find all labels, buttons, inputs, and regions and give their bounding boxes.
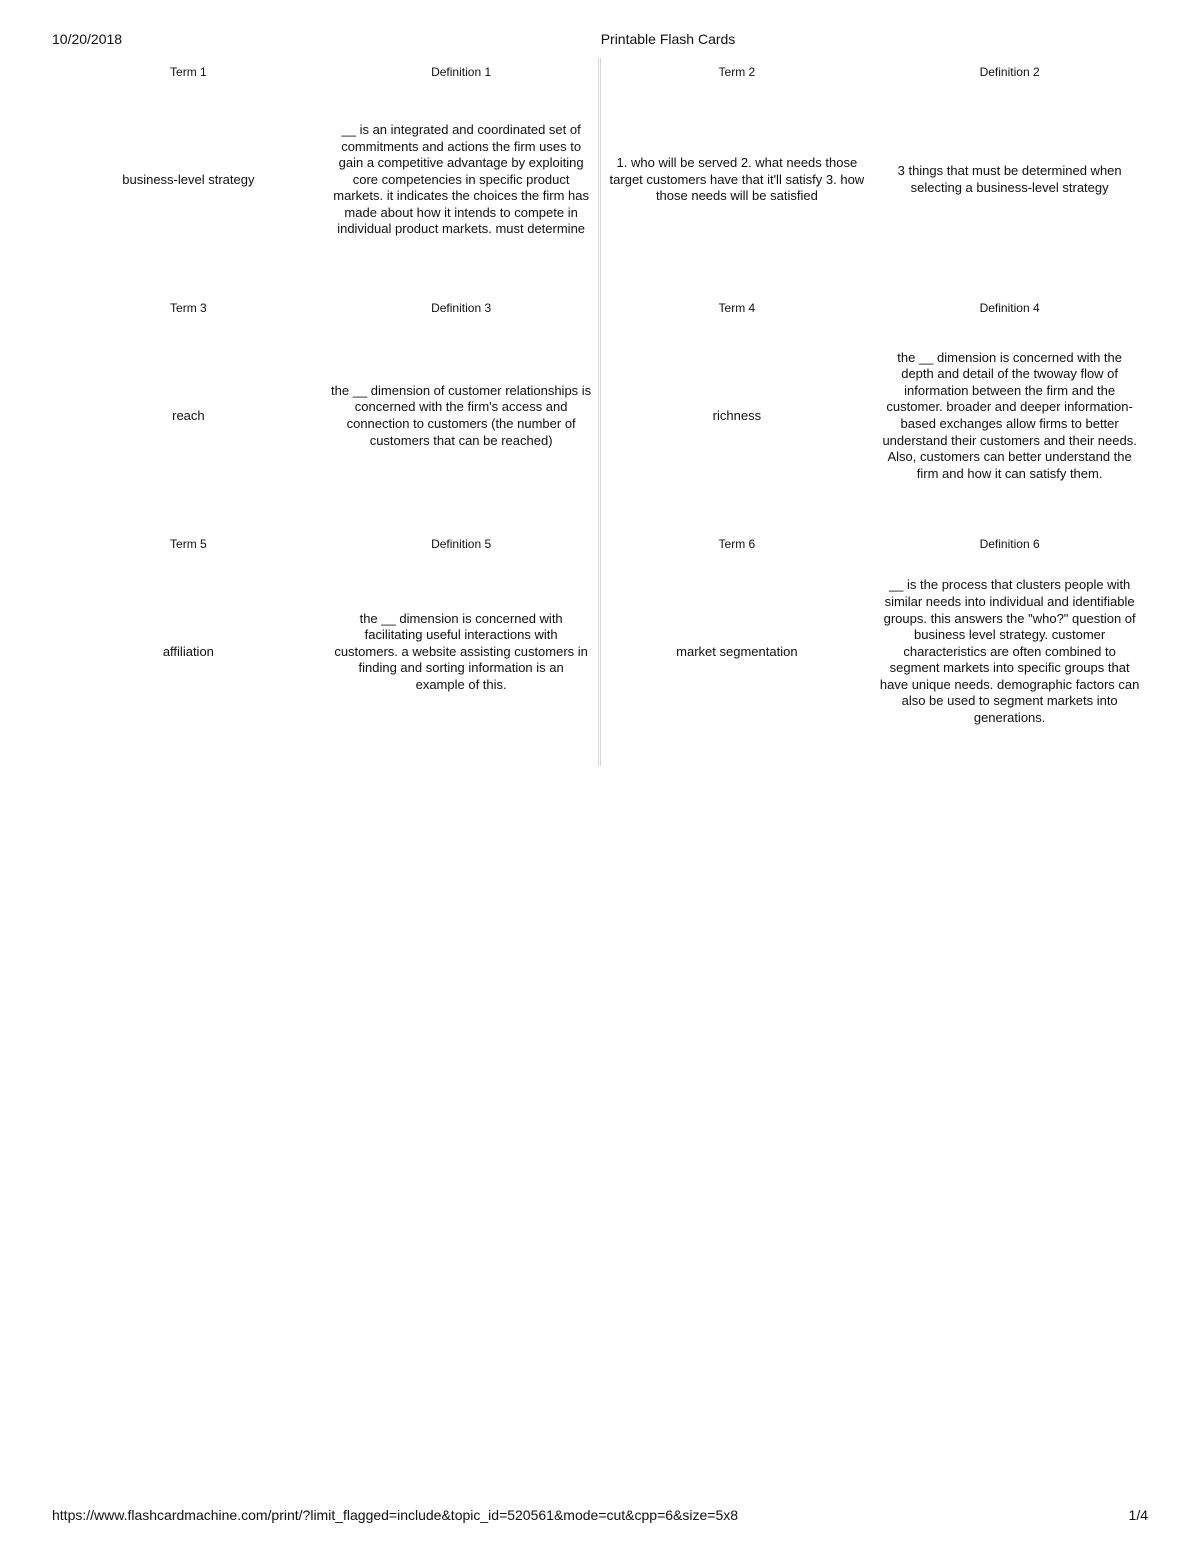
term-text: richness [712,407,762,423]
term-cell [52,58,325,294]
term-cell [601,294,874,530]
definition-label: Definition 6 [979,537,1040,551]
term-text: business-level strategy [122,171,255,187]
card-row [52,530,1146,766]
flash-card [52,294,598,530]
flash-card [52,530,598,766]
page-title: Printable Flash Cards [600,31,736,47]
term-label: Term 2 [718,65,756,79]
term-cell [601,530,874,766]
definition-label: Definition 1 [431,65,492,79]
term-label: Term 5 [170,537,207,551]
card-row [52,58,1146,294]
definition-cell [873,58,1146,294]
definition-cell [873,530,1146,766]
term-text: affiliation [162,643,214,659]
term-text: market segmentation [676,643,798,659]
definition-text: __ is the process that clusters people with similar needs into individual and identifiable groups. this answers the "who?" question of business level strategy. customer characteristics are often combined to segment markets into specific groups that have unique needs. demographic factors can also be used to segment markets into generations. [879,577,1140,726]
term-cell [601,58,874,294]
term-text: 1. who will be served 2. what needs those target customers have that it'll satisfy 3. how those needs will be satisfied [609,155,865,204]
definition-text: __ is an integrated and coordinated set of commitments and actions the firm uses to gain a competitive advantage by exploiting core competencies in specific product markets. it indicates the choices the firm has made about how it intends to compete in individual product markets. must determine [333,121,590,237]
term-label: Term 3 [170,301,207,315]
definition-label: Definition 5 [431,537,492,551]
definition-text: the __ dimension is concerned with the depth and detail of the twoway flow of information between the firm and the customer. broader and deeper information-based exchanges allow firms to better understand their customers and their needs. Also, customers can better understand the firm and how it can satisfy them. [882,349,1137,481]
term-label: Term 4 [718,301,756,315]
definition-cell [325,58,598,294]
term-cell [52,530,325,766]
term-label: Term 1 [170,65,207,79]
footer-url: https://www.flashcardmachine.com/print/?limit_flagged=include&topic_id=520561&mode=cut&cpp=6&size=5x8 [52,1507,739,1523]
card-row [52,294,1146,530]
flash-card [52,58,598,294]
definition-label: Definition 3 [431,301,492,315]
print-date: 10/20/2018 [52,31,123,47]
term-label: Term 6 [718,537,756,551]
definition-label: Definition 2 [979,65,1040,79]
definition-text: the __ dimension is concerned with facilitating useful interactions with customers. a website assisting customers in finding and sorting information is an example of this. [334,610,588,692]
page-number: 1/4 [1128,1507,1148,1523]
term-cell [52,294,325,530]
definition-cell [325,530,598,766]
definition-text: 3 things that must be determined when selecting a business-level strategy [897,163,1122,195]
term-text: reach [172,407,205,423]
flash-card [598,530,1147,766]
flash-card [598,294,1147,530]
flash-card [598,58,1147,294]
definition-cell [873,294,1146,530]
definition-text: the __ dimension of customer relationships is concerned with the firm's access and connection to customers (the number of customers that can be reached) [331,382,592,448]
flash-card-grid [52,58,1146,766]
definition-cell [325,294,598,530]
definition-label: Definition 4 [979,301,1040,315]
